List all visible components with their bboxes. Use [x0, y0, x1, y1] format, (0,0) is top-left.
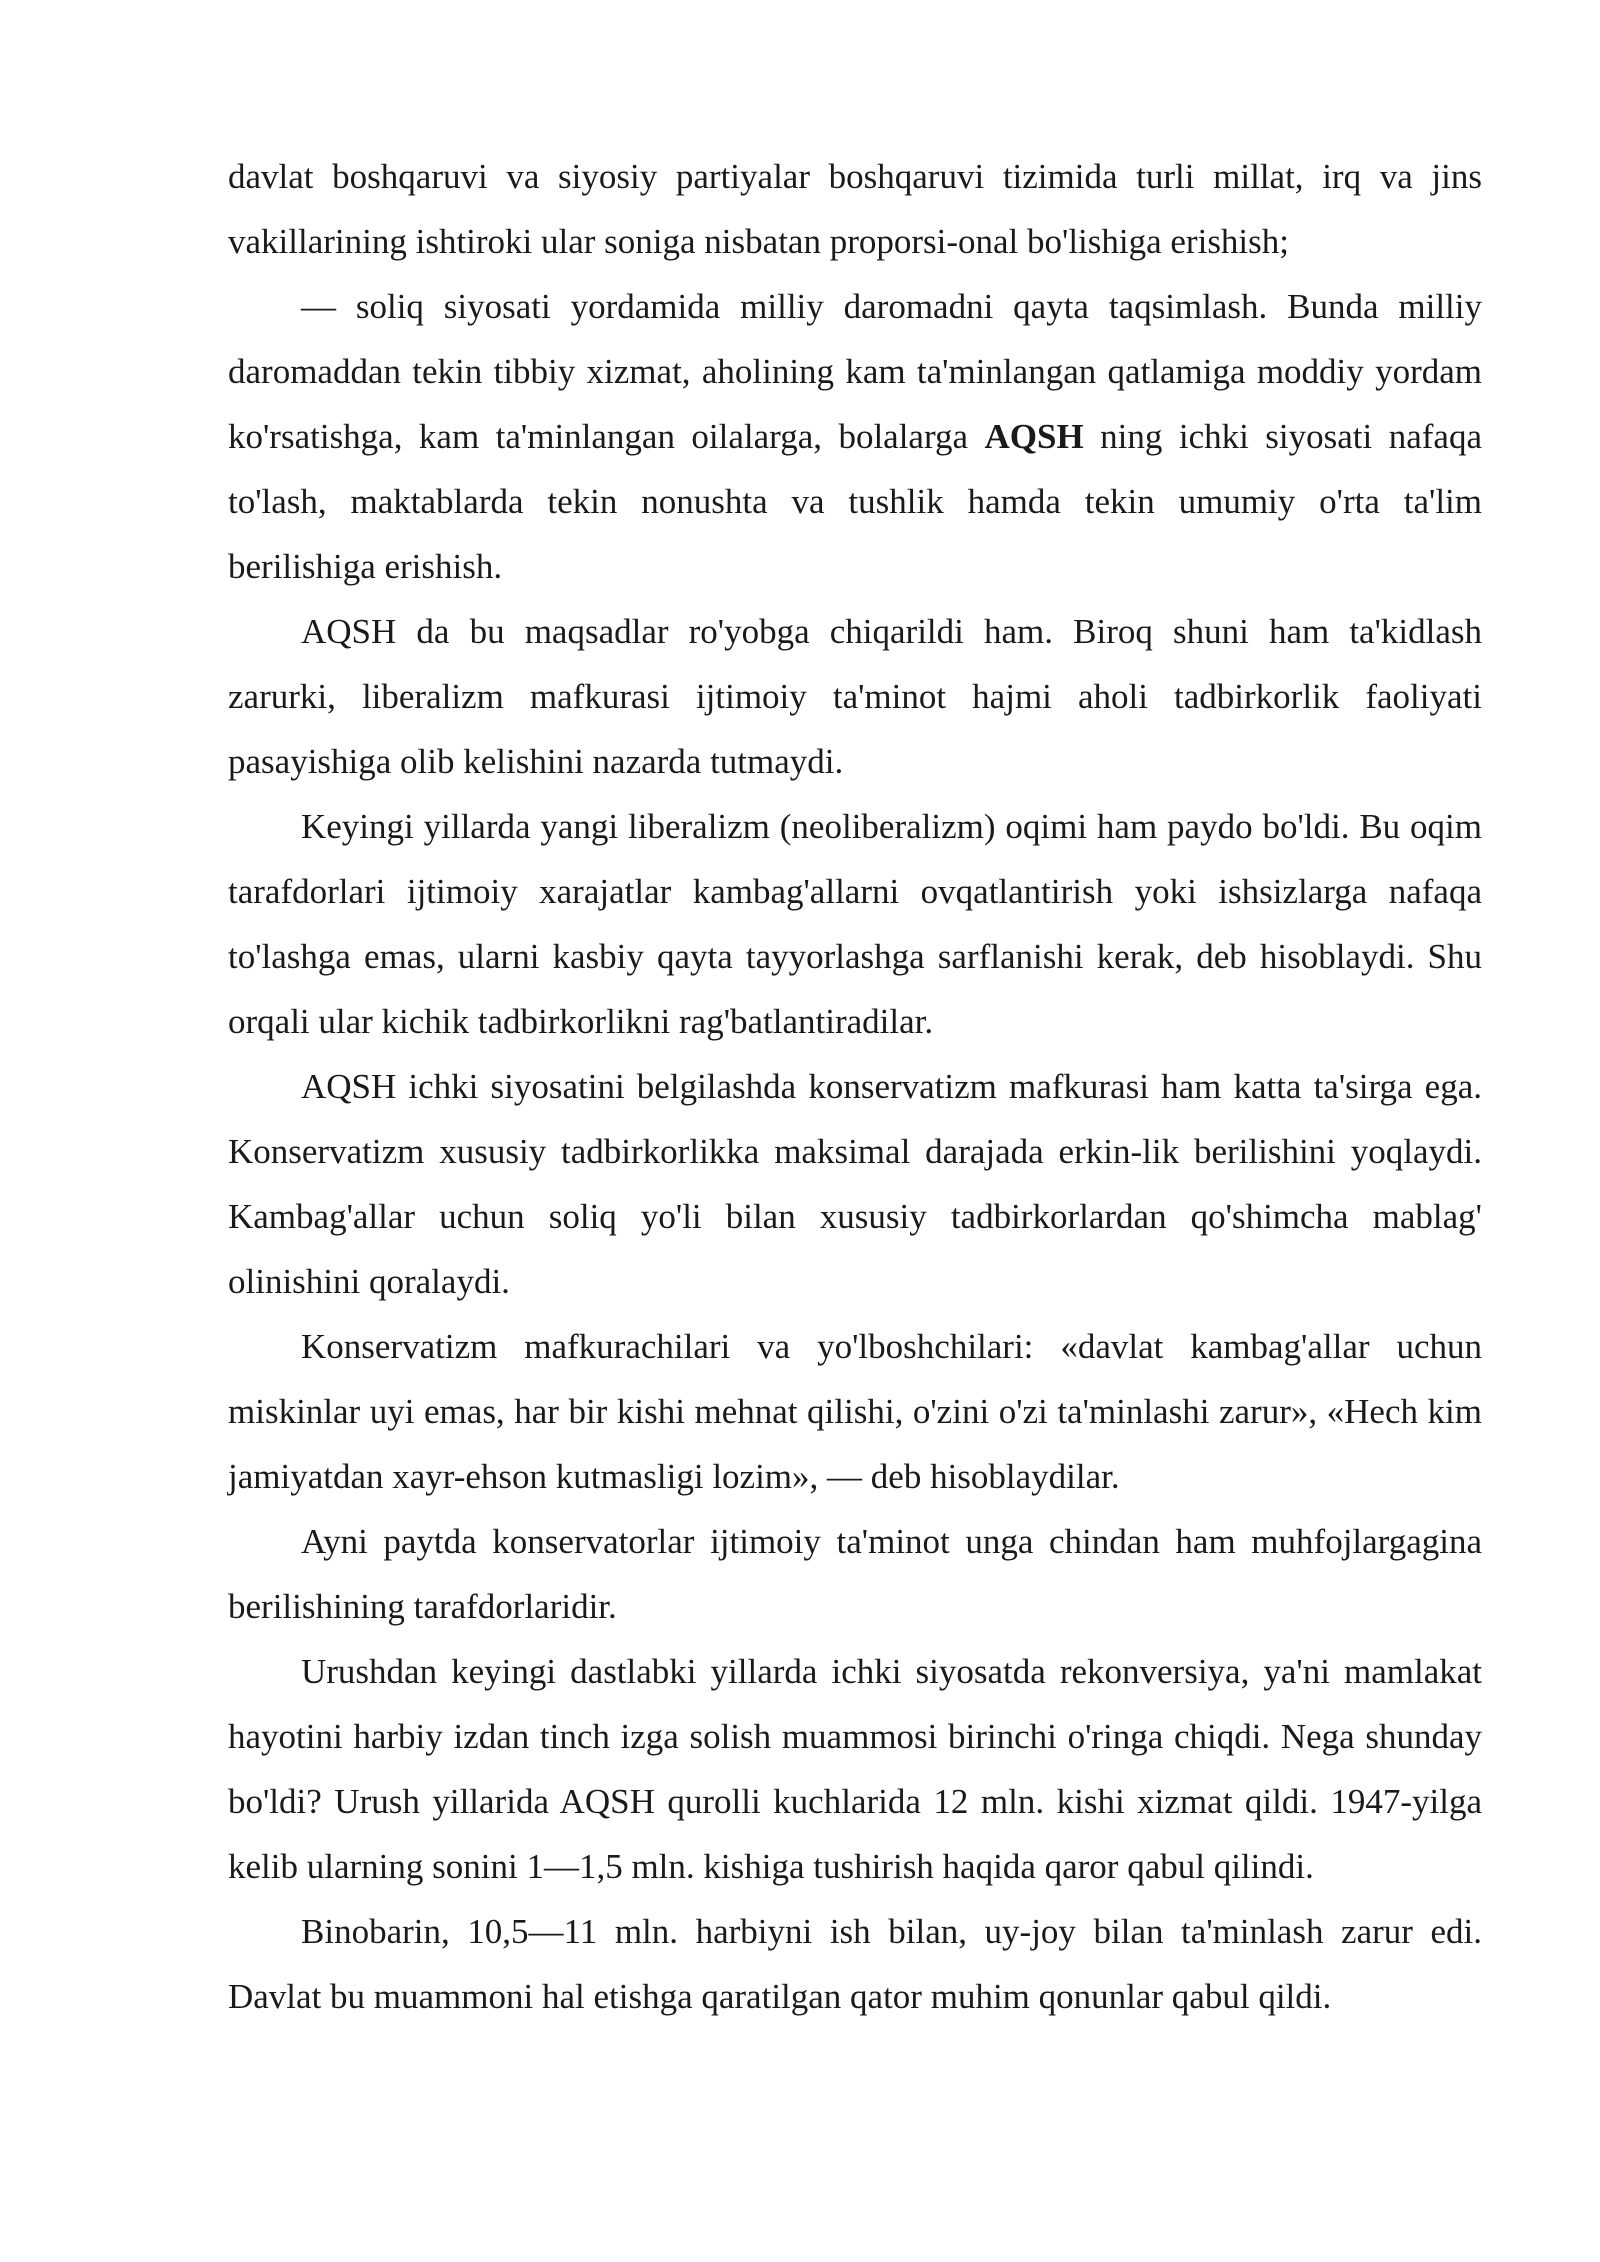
paragraph-tax-policy-part1: — soliq siyosati yordamida milliy daromadni qayta taqsimlash. Bunda milliy daromaddan tekin tibbiy xizmat, aholining kam ta'minlangan qatlamiga moddiy yordam ko'rsatishga, kam ta'minlangan oilalarga, bolalarga — [228, 287, 1482, 456]
bold-term-aqsh: AQSH — [984, 417, 1084, 456]
paragraph-continuation: davlat boshqaruvi va siyosiy partiyalar boshqaruvi tizimida turli millat, irq va jins vakillarining ishtiroki ular soniga nisbatan proporsi-onal bo'lishiga erishish; — [228, 157, 1482, 261]
paragraph-neoliberalism: Keyingi yillarda yangi liberalizm (neoliberalizm) oqimi ham paydo bo'ldi. Bu oqim tarafdorlari ijtimoiy xarajatlar kambag'allarni ovqatlantirish yoki ishsizlarga nafaqa to'lashga emas, ularni kasbiy qayta tayyorlashga sarflanishi kerak, deb hisoblaydi. Shu orqali ular kichik tadbirkorlikni rag'batlantiradilar. — [228, 807, 1482, 1041]
paragraph-tax-policy-part2: ning ichki siyosati nafaqa to'lash, maktablarda tekin nonushta va tushlik hamda tekin umumiy o'rta ta'lim berilishiga erishish. — [228, 417, 1482, 586]
paragraph-veterans: Binobarin, 10,5—11 mln. harbiyni ish bilan, uy-joy bilan ta'minlash zarur edi. Davlat bu muammoni hal etishga qaratilgan qator muhim qonunlar qabul qildi. — [228, 1912, 1482, 2016]
paragraph-conservatism: AQSH ichki siyosatini belgilashda konservatizm mafkurasi ham katta ta'sirga ega. Konservatizm xususiy tadbirkorlikka maksimal darajada erkin-lik berilishini yoqlaydi. Kambag'allar uchun soliq yo'li bilan xususiy tadbirkorlardan qo'shimcha mablag' olinishini qoralaydi. — [228, 1067, 1482, 1301]
paragraph-conservatism-quotes: Konservatizm mafkurachilari va yo'lboshchilari: «davlat kambag'allar uchun miskinlar uyi emas, har bir kishi mehnat qilishi, o'zini o'zi ta'minlashi zarur», «Hech kim jamiyatdan xayr-ehson kutmasligi lozim», — deb hisoblaydilar. — [228, 1327, 1482, 1496]
paragraph-tax-policy — [228, 274, 1482, 599]
paragraph-reconversion: Urushdan keyingi dastlabki yillarda ichki siyosatda rekonversiya, ya'ni mamlakat hayotini harbiy izdan tinch izga solish muammosi birinchi o'ringa chiqdi. Nega shunday bo'ldi? Urush yillarida AQSH qurolli kuchlarida 12 mln. kishi xizmat qildi. 1947-yilga kelib ularning sonini 1—1,5 mln. kishiga tushirish haqida qaror qabul qilindi. — [228, 1652, 1482, 1886]
body-text — [228, 144, 1482, 2029]
paragraph-liberalism-goals: AQSH da bu maqsadlar ro'yobga chiqarildi ham. Biroq shuni ham ta'kidlash zarurki, liberalizm mafkurasi ijtimoiy ta'minot hajmi aholi tadbirkorlik faoliyati pasayishiga olib kelishini nazarda tutmaydi. — [228, 612, 1482, 781]
paragraph-conservators: Ayni paytda konservatorlar ijtimoiy ta'minot unga chindan ham muhfojlargagina berilishining tarafdorlaridir. — [228, 1522, 1482, 1626]
